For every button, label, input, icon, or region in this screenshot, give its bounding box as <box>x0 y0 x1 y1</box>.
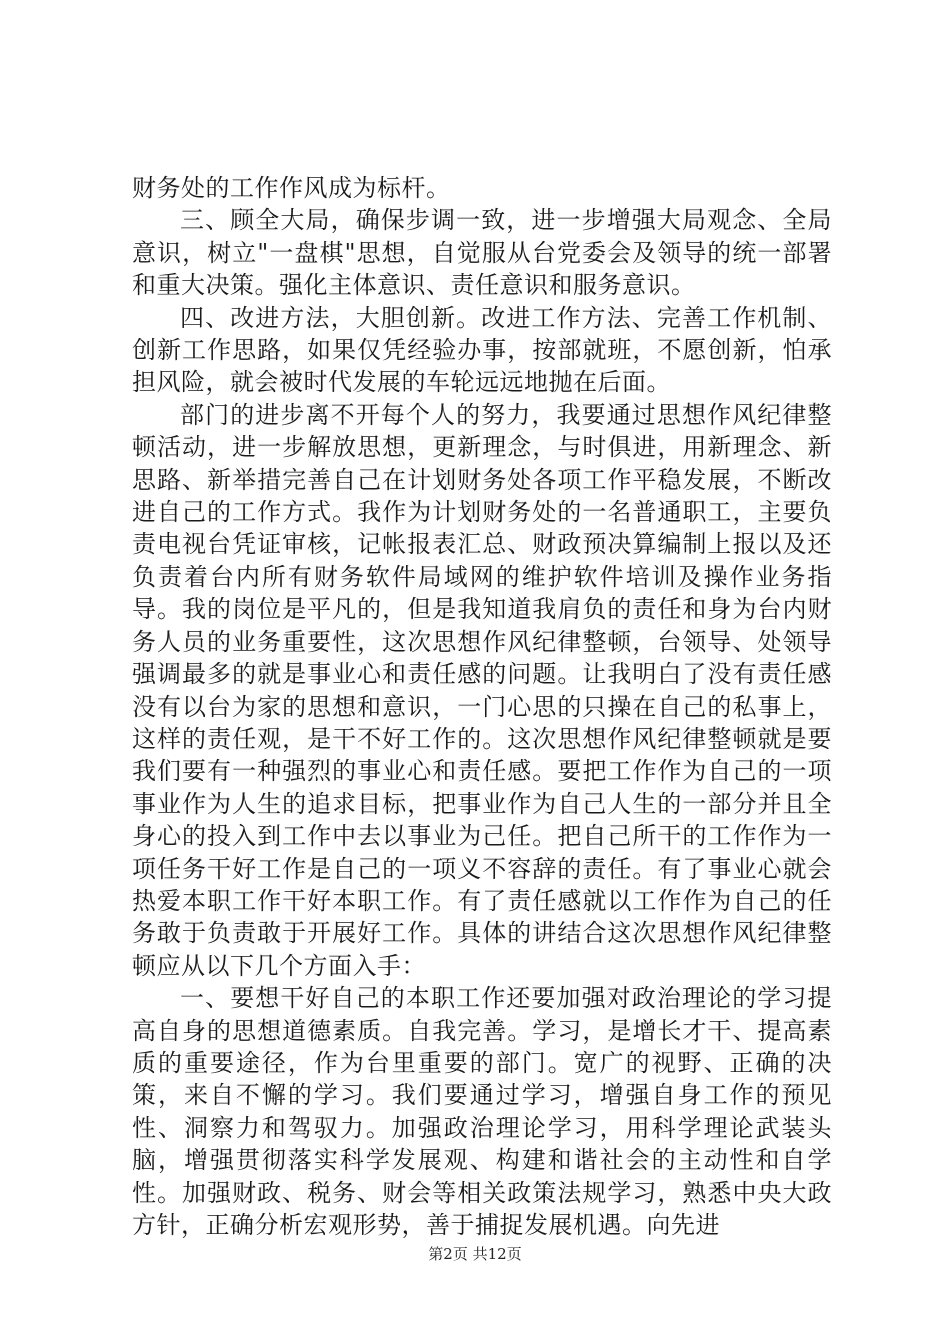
paragraph-5: 一、要想干好自己的本职工作还要加强对政治理论的学习提高自身的思想道德素质。自我完善。学习，是增长才干、提高素质的重要途径，作为台里重要的部门。宽广的视野、正确的决策，来自不懈的学习。我们要通过学习，增强自身工作的预见性、洞察力和驾驭力。加强政治理论学习，用科学理论武装头脑，增强贯彻落实科学发展观、构建和谐社会的主动性和自学性。加强财政、税务、财会等相关政策法规学习，熟悉中央大政方针，正确分析宏观形势，善于捕捉发展机遇。向先进 <box>132 984 832 1239</box>
paragraph-4: 部门的进步离不开每个人的努力，我要通过思想作风纪律整顿活动，进一步解放思想，更新理念，与时俱进，用新理念、新思路、新举措完善自己在计划财务处各项工作平稳发展，不断改进自己的工作方式。我作为计划财务处的一名普通职工，主要负责电视台凭证审核，记帐报表汇总、财政预决算编制上报以及还负责着台内所有财务软件局域网的维护软件培训及操作业务指导。我的岗位是平凡的，但是我知道我肩负的责任和身为台内财务人员的业务重要性，这次思想作风纪律整顿，台领导、处领导强调最多的就是事业心和责任感的问题。让我明白了没有责任感没有以台为家的思想和意识，一门心思的只操在自己的私事上，这样的责任观，是干不好工作的。这次思想作风纪律整顿就是要我们要有一种强烈的事业心和责任感。要把工作作为自己的一项事业作为人生的追求目标，把事业作为自己人生的一部分并且全身心的投入到工作中去以事业为己任。把自己所干的工作作为一项任务干好工作是自己的一项义不容辞的责任。有了事业心就会热爱本职工作干好本职工作。有了责任感就以工作作为自己的任务敢于负责敢于开展好工作。具体的讲结合这次思想作风纪律整顿应从以下几个方面入手： <box>132 400 832 980</box>
paragraph-2: 三、顾全大局，确保步调一致，进一步增强大局观念、全局意识，树立"一盘棋"思想，自觉服从台党委会及领导的统一部署和重大决策。强化主体意识、责任意识和服务意识。 <box>132 206 832 300</box>
document-body <box>132 172 832 1241</box>
page-number-footer: 第2页 共12页 <box>428 1245 522 1263</box>
paragraph-1: 财务处的工作作风成为标杆。 <box>132 174 451 202</box>
paragraph-3: 四、改进方法，大胆创新。改进工作方法、完善工作机制、创新工作思路，如果仅凭经验办事，按部就班，不愿创新，怕承担风险，就会被时代发展的车轮远远地抛在后面。 <box>132 303 832 397</box>
